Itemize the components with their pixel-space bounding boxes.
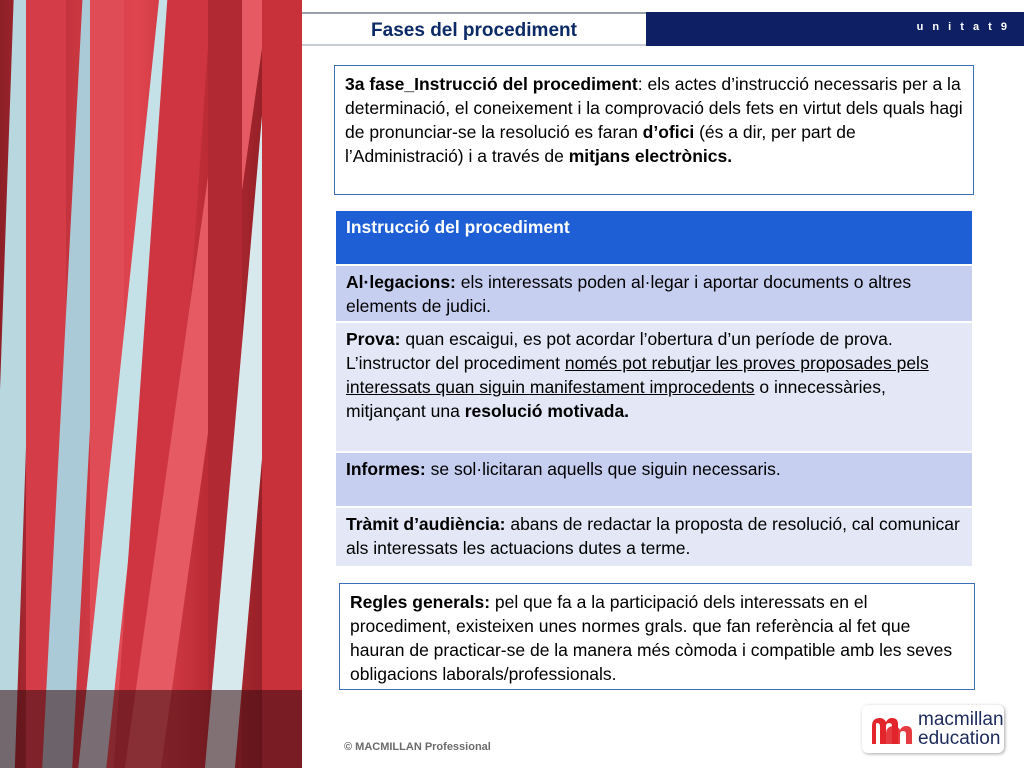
row-text: quan escaigui, es pot acordar l’obertura d’un període de prova. <box>400 329 893 349</box>
rules-box <box>339 583 975 690</box>
row-text: abans de redactar la proposta de resolució, cal comunicar als interessats les actuacions dutes a terme. <box>346 514 960 558</box>
table-row <box>336 453 972 506</box>
intro-text-1: : els actes d’instrucció necessaris per a la determinació, el coneixement i la comprovació dels fets en virtut dels quals hagi de pronunciar-se la resolució es faran <box>345 74 963 142</box>
page-title: Fases del procediment <box>371 20 577 41</box>
folders-photo <box>0 0 302 768</box>
logo-line-1: macmillan <box>918 709 1004 730</box>
row-term: Prova: <box>346 329 401 349</box>
macmillan-logo-icon <box>870 712 912 746</box>
row-term: Tràmit d’audiència: <box>346 514 506 534</box>
intro-bold-2: mitjans electrònics. <box>568 146 733 166</box>
intro-text-2: (és a dir, per part de l’Administració) i a través de <box>345 122 856 166</box>
table-header: Instrucció del procediment <box>336 211 972 264</box>
row-term: Al·legacions: <box>346 272 456 292</box>
row-underlined-text: només pot rebutjar les proves proposades pels interessats quan siguin manifestament improcedents <box>346 353 929 397</box>
macmillan-education-logo <box>862 705 1004 753</box>
table-row <box>336 323 972 451</box>
row-text: L’instructor del procediment <box>346 353 565 373</box>
header-top-line <box>302 12 646 14</box>
row-text: els interessats poden al·legar i aportar documents o altres elements de judici. <box>346 272 912 316</box>
table-row <box>336 266 972 321</box>
row-text: o innecessàries, mitjançant una <box>346 377 886 421</box>
intro-bold-1: d’ofici <box>642 122 695 142</box>
intro-box <box>334 65 974 195</box>
logo-line-2: education <box>918 728 1001 749</box>
unit-bar <box>646 12 1024 46</box>
copyright-notice: © MACMILLAN Professional <box>344 741 491 753</box>
title-underline <box>302 44 646 46</box>
intro-lead: 3a fase_Instrucció del procediment <box>345 74 638 94</box>
rules-lead: Regles generals: <box>350 592 491 612</box>
row-text: se sol·licitaran aquells que siguin necessaris. <box>425 459 781 479</box>
logo-wordmark <box>918 710 1004 748</box>
table-row <box>336 508 972 566</box>
row-term: Informes: <box>346 459 426 479</box>
unit-label: u n i t a t 9 <box>916 21 1010 33</box>
rules-text: pel que fa a la participació dels interessats en el procediment, existeixen unes normes grals. que fan referència al fet que hauran de practicar-se de la manera més còmoda i compatible amb les seves obligacions laborals/professionals. <box>350 592 953 684</box>
row-bold-text: resolució motivada. <box>464 401 630 421</box>
procedure-table <box>336 211 972 568</box>
